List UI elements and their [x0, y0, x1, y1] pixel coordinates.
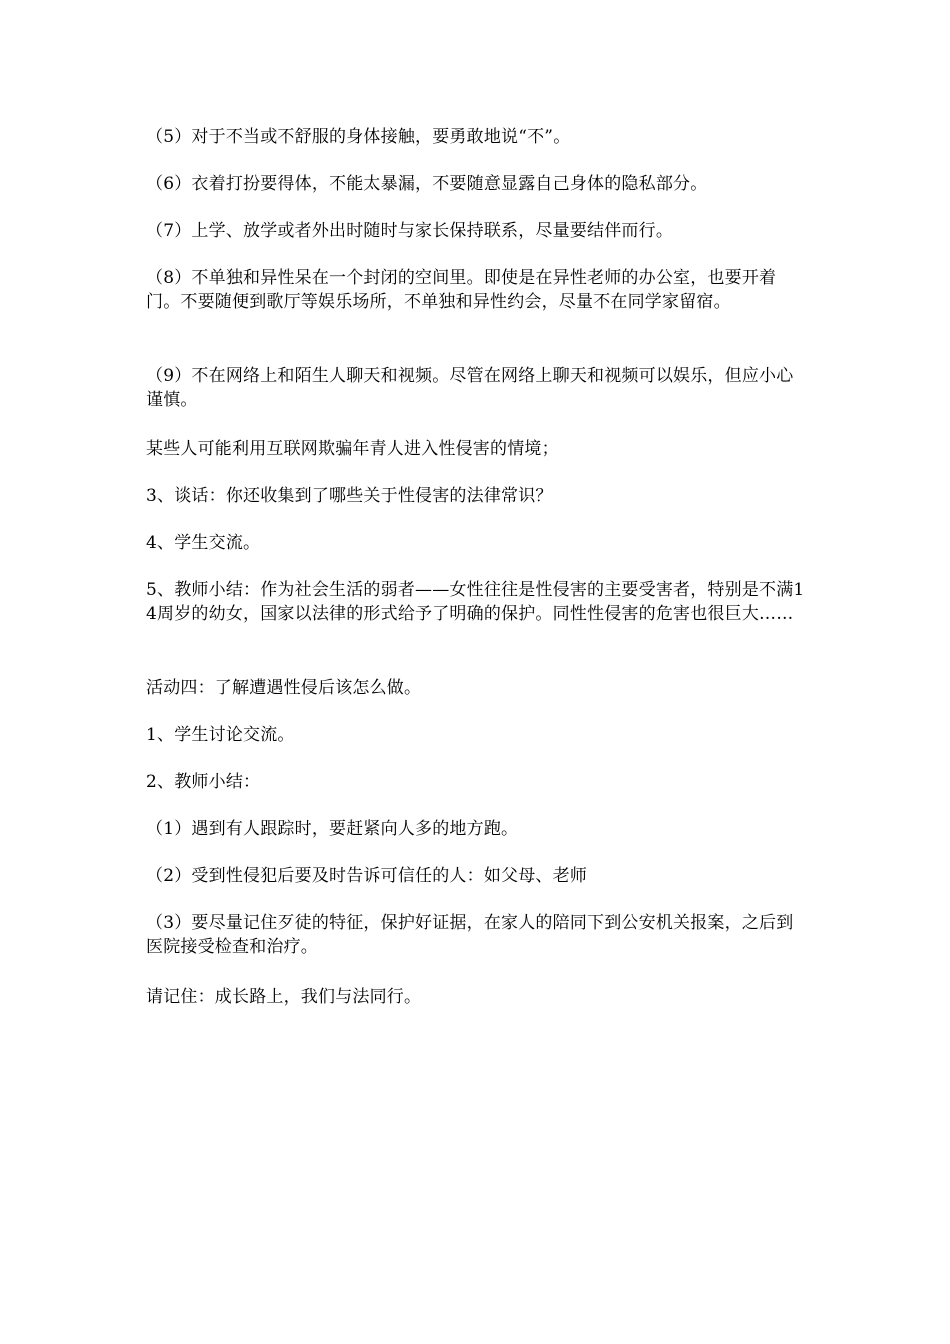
paragraph-internet-note: 某些人可能利用互联网欺骗年青人进入性侵害的情境； [146, 439, 559, 459]
paragraph-step-4: 4、学生交流。 [146, 533, 261, 553]
paragraph-item-7: （7）上学、放学或者外出时随时与家长保持联系，尽量要结伴而行。 [146, 221, 674, 241]
paragraph-activity-four: 活动四：了解遭遇性侵后该怎么做。 [146, 678, 422, 698]
paragraph-tip-3: （3）要尽量记住歹徒的特征，保护好证据，在家人的陪同下到公安机关报案，之后到医院接受检查和治疗。 [146, 913, 794, 957]
paragraph-item-6: （6）衣着打扮要得体，不能太暴漏，不要随意显露自己身体的隐私部分。 [146, 174, 708, 194]
paragraph-tip-1: （1）遇到有人跟踪时，要赶紧向人多的地方跑。 [146, 819, 519, 839]
paragraph-discussion: 1、学生讨论交流。 [146, 725, 295, 745]
paragraph-step-5: 5、教师小结：作为社会生活的弱者——女性往往是性侵害的主要受害者，特别是不满14周岁的幼女，国家以法律的形式给予了明确的保护。同性性侵害的危害也很巨大…… [146, 580, 805, 624]
paragraph-item-8: （8）不单独和异性呆在一个封闭的空间里。即使是在异性老师的办公室，也要开着门。不要随便到歌厅等娱乐场所，不单独和异性约会，尽量不在同学家留宿。 [146, 268, 777, 312]
paragraph-closing: 请记住：成长路上，我们与法同行。 [146, 987, 422, 1007]
paragraph-item-9: （9）不在网络上和陌生人聊天和视频。尽管在网络上聊天和视频可以娱乐，但应小心谨慎。 [146, 366, 794, 410]
paragraph-item-5: （5）对于不当或不舒服的身体接触，要勇敢地说“不”。 [146, 127, 571, 147]
paragraph-tip-2: （2）受到性侵犯后要及时告诉可信任的人：如父母、老师 [146, 866, 588, 886]
paragraph-teacher-summary: 2、教师小结： [146, 772, 261, 792]
paragraph-step-3: 3、谈话：你还收集到了哪些关于性侵害的法律常识？ [146, 486, 553, 506]
